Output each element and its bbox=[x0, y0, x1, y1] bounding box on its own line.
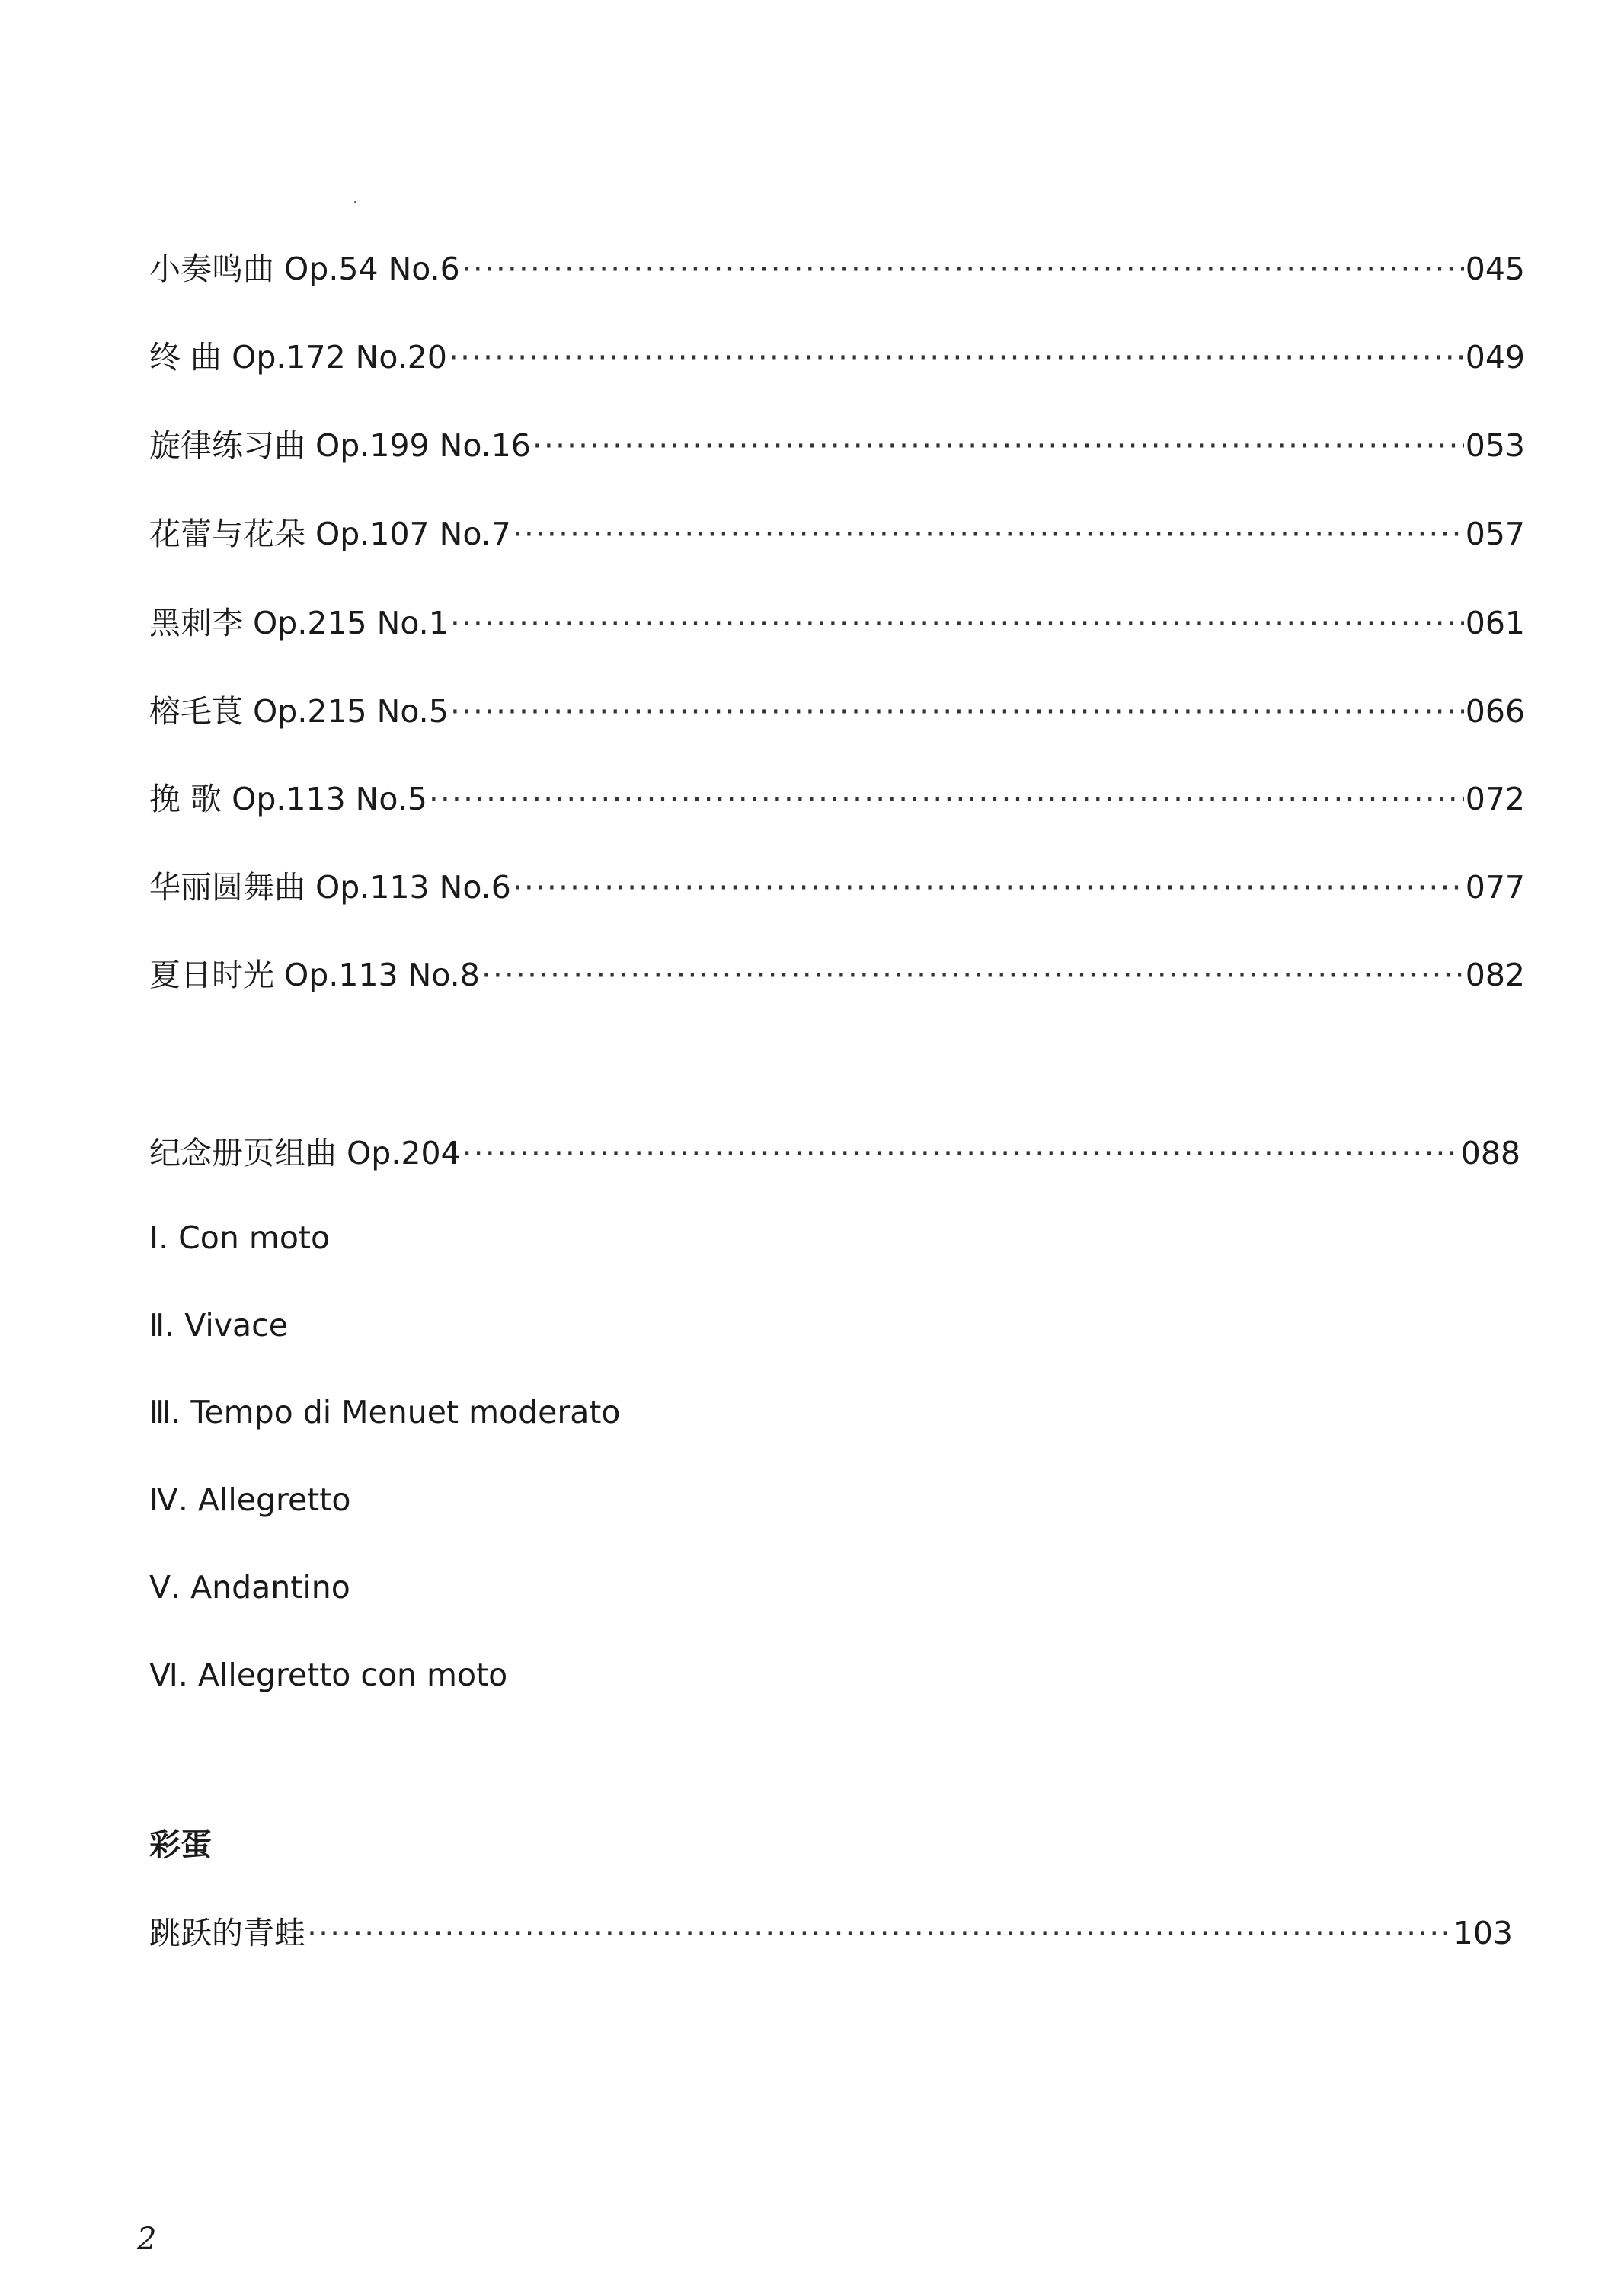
dot-leader bbox=[450, 692, 1464, 731]
toc-entry-page: 045 bbox=[1465, 251, 1525, 287]
toc-entry-title: 跳跃的青蛙 bbox=[149, 1915, 305, 1951]
scan-speck bbox=[354, 201, 356, 203]
toc-entry-title: 旋律练习曲 Op.199 No.16 bbox=[149, 427, 531, 464]
toc-entry-page: 061 bbox=[1465, 605, 1525, 641]
toc-entry-title: 黑刺李 Op.215 No.1 bbox=[149, 605, 449, 641]
toc-entry-page: 066 bbox=[1465, 693, 1525, 730]
movement-item: Ⅱ. Vivace bbox=[149, 1307, 288, 1344]
toc-entry-page: 088 bbox=[1460, 1135, 1520, 1171]
toc-entry bbox=[149, 337, 1525, 377]
toc-entry bbox=[149, 514, 1525, 554]
dot-leader bbox=[307, 1913, 1452, 1953]
toc-entry-title: 榕毛茛 Op.215 No.5 bbox=[149, 693, 449, 730]
toc-entry-page: 077 bbox=[1465, 869, 1525, 906]
toc-entry-title: 花蕾与花朵 Op.107 No.7 bbox=[149, 516, 511, 552]
movement-item: Ⅴ. Andantino bbox=[149, 1569, 350, 1606]
dot-leader bbox=[449, 337, 1464, 377]
dot-leader bbox=[462, 1133, 1459, 1173]
movement-item: Ⅰ. Con moto bbox=[149, 1219, 331, 1256]
toc-entry-title: 小奏鸣曲 Op.54 No.6 bbox=[149, 251, 460, 287]
dot-leader bbox=[513, 868, 1464, 907]
page-number: 2 bbox=[137, 2222, 157, 2257]
toc-entry-title: 纪念册页组曲 Op.204 bbox=[149, 1135, 461, 1171]
toc-entry-page: 053 bbox=[1465, 427, 1525, 464]
toc-entry bbox=[149, 779, 1525, 819]
dot-leader bbox=[513, 514, 1464, 554]
toc-entry-title: 夏日时光 Op.113 No.8 bbox=[149, 957, 480, 993]
toc-entry bbox=[149, 426, 1525, 465]
toc-entry bbox=[149, 249, 1525, 289]
toc-entry bbox=[149, 692, 1525, 731]
dot-leader bbox=[450, 603, 1464, 643]
toc-entry-suite bbox=[149, 1133, 1520, 1173]
movement-item: Ⅵ. Allegretto con moto bbox=[149, 1657, 508, 1693]
toc-entry-page: 049 bbox=[1465, 339, 1525, 376]
toc-entry-page: 057 bbox=[1465, 516, 1525, 552]
toc-entry-page: 072 bbox=[1465, 781, 1525, 817]
dot-leader bbox=[462, 249, 1464, 289]
toc-entry bbox=[149, 603, 1525, 643]
section-heading: 彩蛋 bbox=[149, 1826, 212, 1863]
toc-entry bbox=[149, 1913, 1513, 1953]
toc-entry bbox=[149, 868, 1525, 907]
toc-entry-page: 103 bbox=[1453, 1915, 1513, 1951]
toc-entry-title: 终 曲 Op.172 No.20 bbox=[149, 339, 447, 376]
toc-entry-title: 挽 歌 Op.113 No.5 bbox=[149, 781, 427, 817]
dot-leader bbox=[481, 955, 1464, 995]
toc-entry-page: 082 bbox=[1465, 957, 1525, 993]
toc-entry bbox=[149, 955, 1525, 995]
dot-leader bbox=[532, 426, 1464, 465]
movement-item: Ⅲ. Tempo di Menuet moderato bbox=[149, 1394, 621, 1430]
movement-item: Ⅳ. Allegretto bbox=[149, 1481, 351, 1518]
toc-entry-title: 华丽圆舞曲 Op.113 No.6 bbox=[149, 869, 511, 906]
dot-leader bbox=[429, 779, 1464, 819]
